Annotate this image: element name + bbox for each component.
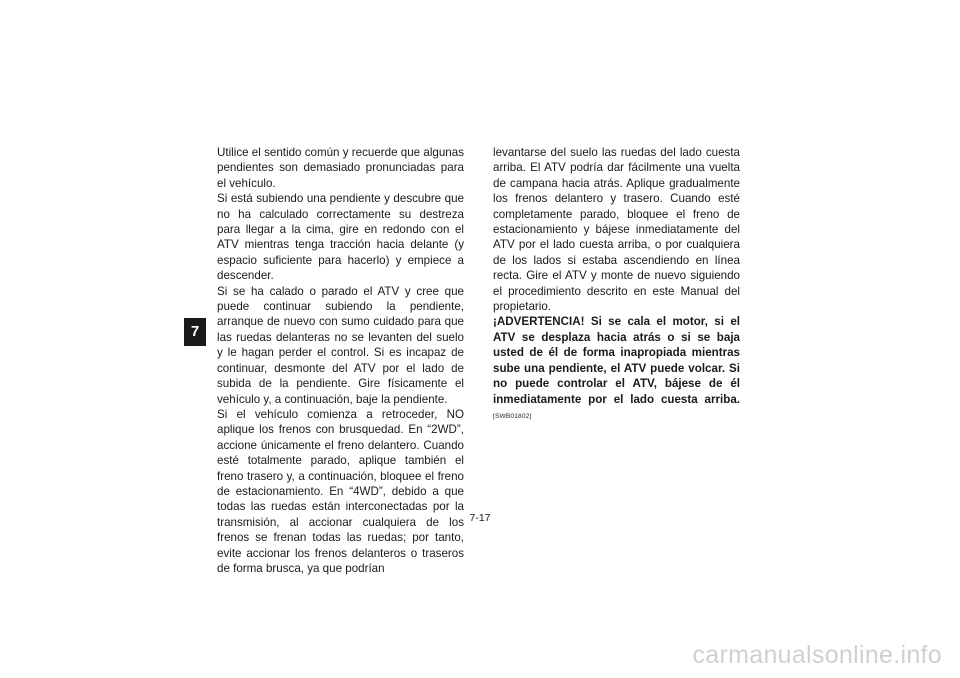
paragraph-turn-around: Si está subiendo una pendiente y descubre que no ha calculado correctamente su destreza para llegar a la cima, gire en redondo con el ATV mientras tenga tracción hacia delante (y espacio suficiente para hacerlo) y empiece a descender.: [217, 192, 464, 283]
chapter-tab: 7: [184, 318, 206, 346]
paragraph-common-sense: Utilice el sentido común y recuerde que algunas pendientes son demasiado pronunciadas para el vehículo.: [217, 146, 464, 190]
watermark: carmanualsonline.info: [692, 641, 942, 669]
paragraph-stalled: Si se ha calado o parado el ATV y cree que puede continuar subiendo la pendiente, arranque de nuevo con sumo cuidado para que las ruedas delanteras no se levanten del suelo y le hagan perder el control. Si es incapaz de continuar, desmonte del ATV por el lado de subida de la pendiente. Gire físicamente el vehículo y, a continuación, baje la pendiente.: [217, 284, 464, 406]
left-column: [217, 145, 464, 576]
warning-block: [493, 314, 740, 424]
paragraph-rolling-back: Si el vehículo comienza a retroceder, NO aplique los frenos con brusquedad. En “2WD”, accione únicamente el freno delantero. Cuando esté totalmente parado, aplique también el freno trasero y, a continuación, bloquee el freno de estacionamiento. En “4WD”, debido a que todas las ruedas están interconectadas por la transmisión, al accionar cualquiera de los frenos se frenan todas las ruedas; por tanto, evite accionar los frenos delanteros o traseros de forma brusca, ya que podrían: [217, 407, 464, 575]
warning-text: ¡ADVERTENCIA! Si se cala el motor, si el ATV se desplaza hacia atrás o si se baja usted de él de forma inapropiada mientras sube una pendiente, el ATV puede volcar. Si no puede controlar el ATV, bájese de él inmediatamente por el lado cuesta arriba.: [493, 315, 740, 406]
paragraph-continuation: levantarse del suelo las ruedas del lado cuesta arriba. El ATV podría dar fácilmente una vuelta de campana hacia atrás. Aplique gradualmente los frenos delantero y trasero. Cuando esté completamente parado, bloquee el freno de estacionamiento y bájese inmediatamente del ATV por el lado cuesta arriba, o por cualquiera de los lados si estaba ascendiendo en línea recta. Gire el ATV y monte de nuevo siguiendo el procedimiento descrito en este Manual del propietario.: [493, 146, 740, 314]
right-column: [493, 145, 740, 424]
warning-code: [SWB01802]: [493, 412, 532, 420]
page-number: 7-17: [469, 512, 491, 524]
